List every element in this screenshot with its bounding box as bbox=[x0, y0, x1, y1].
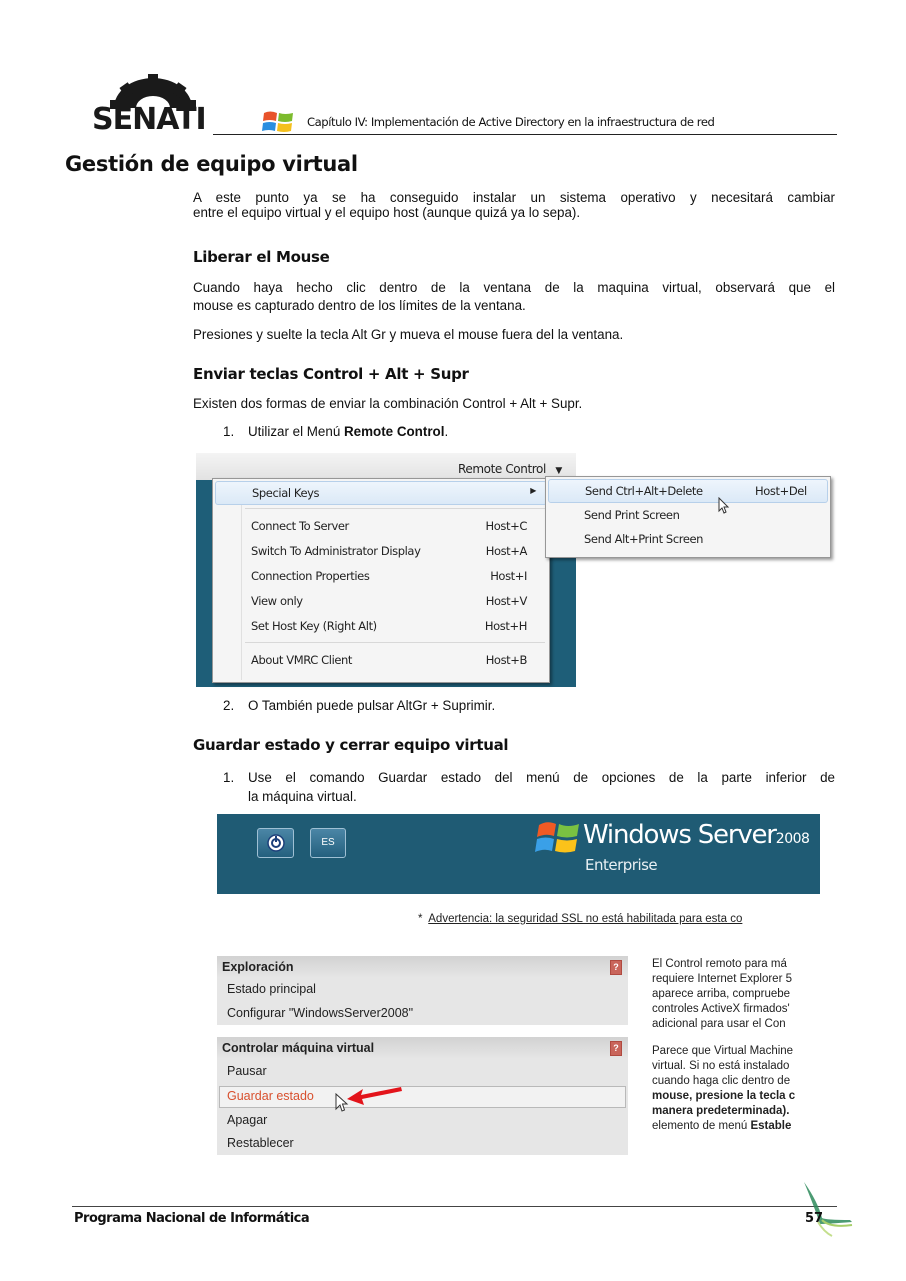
submenu-arrow-icon: ▶ bbox=[530, 486, 536, 495]
step-text: O También puede pulsar AltGr + Suprimir. bbox=[248, 698, 496, 713]
brand-text: Windows Server bbox=[583, 820, 776, 850]
senati-logo bbox=[92, 68, 214, 136]
step-bold: Remote Control bbox=[344, 424, 445, 439]
nav-item-restablecer[interactable]: Restablecer bbox=[227, 1136, 294, 1150]
info-line: Parece que Virtual Machine bbox=[652, 1045, 794, 1057]
mouse-cursor-icon bbox=[718, 497, 730, 515]
dropdown-arrow-icon: ▼ bbox=[555, 466, 562, 476]
menu-bar bbox=[196, 453, 576, 480]
intro-line: entre el equipo virtual y el equipo host (aunque quizá ya lo sepa). bbox=[193, 205, 581, 220]
mouse-paragraph-2: Presiones y suelte la tecla Alt Gr y mueva el mouse fuera del la ventana. bbox=[193, 327, 624, 342]
language-button[interactable]: ES bbox=[310, 828, 346, 858]
submenu-item-label: Send Ctrl+Alt+Delete bbox=[585, 484, 703, 498]
nav-item-estado-principal[interactable]: Estado principal bbox=[227, 982, 316, 996]
nav-section-title: Exploración bbox=[222, 960, 294, 974]
page-number: 57 bbox=[805, 1211, 824, 1226]
menu-item-label: Set Host Key (Right Alt) bbox=[251, 619, 377, 633]
menu-item-switch-admin[interactable] bbox=[215, 540, 547, 562]
special-keys-submenu bbox=[545, 476, 831, 558]
step-end: . bbox=[444, 424, 449, 439]
remote-control-dropdown bbox=[212, 478, 550, 683]
info-text: elemento de menú bbox=[652, 1120, 751, 1132]
info-line: manera predeterminada). bbox=[652, 1105, 790, 1117]
nav-item-pausar[interactable]: Pausar bbox=[227, 1064, 267, 1078]
menu-item-label: Switch To Administrator Display bbox=[251, 544, 421, 558]
nav-control-vm bbox=[217, 1037, 628, 1155]
step-number: 1. bbox=[223, 424, 235, 439]
footer-program: Programa Nacional de Informática bbox=[74, 1211, 310, 1226]
remote-control-screenshot bbox=[196, 453, 807, 687]
submenu-item-print-screen[interactable] bbox=[548, 504, 828, 526]
menu-item-shortcut: Host+H bbox=[484, 619, 527, 633]
menu-item-shortcut: Host+B bbox=[485, 653, 527, 667]
page-title: Gestión de equipo virtual bbox=[65, 152, 358, 176]
menu-item-label: Connect To Server bbox=[251, 519, 349, 533]
windows-server-banner bbox=[217, 814, 820, 894]
nav-item-guardar-estado-box[interactable] bbox=[219, 1086, 626, 1108]
brand-version: 2008 bbox=[775, 831, 810, 847]
brand-edition: Enterprise bbox=[585, 856, 658, 874]
menu-separator bbox=[245, 642, 545, 643]
section-save-title: Guardar estado y cerrar equipo virtual bbox=[193, 736, 509, 754]
remote-control-label: Remote Control bbox=[458, 462, 546, 476]
menu-item-shortcut: Host+A bbox=[485, 544, 527, 558]
submenu-item-label: Send Print Screen bbox=[584, 508, 680, 522]
menu-separator bbox=[245, 508, 545, 509]
power-button[interactable] bbox=[257, 828, 294, 858]
mouse-line: Cuando haya hecho clic dentro de la ventana de la maquina virtual, observará que el bbox=[193, 280, 835, 295]
step-number: 1. bbox=[223, 770, 235, 785]
menu-item-special-keys[interactable] bbox=[215, 481, 547, 505]
nav-section-title: Controlar máquina virtual bbox=[222, 1041, 375, 1055]
vm-info-text bbox=[652, 957, 820, 1134]
step-text: Utilizar el Menú bbox=[248, 424, 344, 439]
save-step-1 bbox=[223, 768, 835, 806]
menu-item-label: Connection Properties bbox=[251, 569, 370, 583]
warning-link[interactable]: Advertencia: la seguridad SSL no está habilitada para esta co bbox=[428, 913, 743, 925]
nav-item-guardar-estado[interactable]: Guardar estado bbox=[227, 1089, 314, 1103]
ssl-warning[interactable] bbox=[418, 913, 820, 925]
keys-step-1 bbox=[223, 424, 823, 439]
help-icon[interactable]: ? bbox=[610, 1041, 622, 1056]
windows-logo-icon bbox=[535, 820, 581, 856]
menu-item-label: View only bbox=[251, 594, 303, 608]
menu-item-label: Special Keys bbox=[252, 486, 320, 500]
menu-item-shortcut: Host+I bbox=[490, 569, 527, 583]
menu-item-shortcut: Host+V bbox=[485, 594, 527, 608]
keys-step-2 bbox=[223, 698, 823, 713]
mouse-line: mouse es capturado dentro de los límites de la ventana. bbox=[193, 298, 526, 313]
section-mouse-title: Liberar el Mouse bbox=[193, 248, 330, 266]
nav-item-configurar[interactable]: Configurar "WindowsServer2008" bbox=[227, 1006, 414, 1020]
menu-item-about[interactable] bbox=[215, 649, 547, 671]
menu-item-connection-properties[interactable] bbox=[215, 565, 547, 587]
footer-swoosh-icon bbox=[760, 1180, 855, 1240]
info-line: El Control remoto para má bbox=[652, 958, 787, 970]
remote-control-menu[interactable] bbox=[458, 462, 562, 476]
step-number: 2. bbox=[223, 698, 235, 713]
info-line: requiere Internet Explorer 5 bbox=[652, 973, 792, 985]
warning-star: * bbox=[418, 913, 423, 925]
nav-section-header bbox=[217, 1037, 628, 1059]
windows-flag-icon bbox=[262, 110, 294, 139]
intro-paragraph bbox=[193, 190, 835, 220]
keys-intro: Existen dos formas de enviar la combinación Control + Alt + Supr. bbox=[193, 396, 583, 411]
brand-name bbox=[583, 820, 809, 850]
nav-section-header bbox=[217, 956, 628, 978]
step-line: Use el comando Guardar estado del menú de opciones de la parte inferior de bbox=[248, 770, 835, 785]
intro-line: A este punto ya se ha conseguido instalar un sistema operativo y necesitará cambiar bbox=[193, 190, 835, 205]
info-line: cuando haga clic dentro de bbox=[652, 1075, 791, 1087]
red-arrow-icon bbox=[345, 1081, 405, 1107]
menu-item-label: About VMRC Client bbox=[251, 653, 353, 667]
section-keys-title: Enviar teclas Control + Alt + Supr bbox=[193, 365, 469, 383]
menu-item-set-host-key[interactable] bbox=[215, 615, 547, 637]
power-icon bbox=[266, 833, 286, 853]
chapter-title: Capítulo IV: Implementación de Active Directory en la infraestructura de red bbox=[307, 115, 715, 129]
nav-exploration bbox=[217, 956, 628, 1025]
info-line bbox=[652, 1119, 820, 1134]
info-line: adicional para usar el Con bbox=[652, 1018, 786, 1030]
info-bold: Estable bbox=[750, 1120, 792, 1132]
mouse-paragraph bbox=[193, 279, 835, 315]
info-line: controles ActiveX firmados' bbox=[652, 1003, 790, 1015]
header-rule bbox=[213, 134, 837, 135]
info-line: mouse, presione la tecla c bbox=[652, 1090, 796, 1102]
footer-rule bbox=[72, 1206, 837, 1207]
menu-item-shortcut: Host+C bbox=[485, 519, 527, 533]
menu-item-connect[interactable] bbox=[215, 515, 547, 537]
submenu-item-ctrl-alt-delete[interactable] bbox=[548, 479, 828, 503]
nav-item-apagar[interactable]: Apagar bbox=[227, 1113, 268, 1127]
info-line: virtual. Si no está instalado bbox=[652, 1060, 790, 1072]
menu-item-view-only[interactable] bbox=[215, 590, 547, 612]
info-line: aparece arriba, compruebe bbox=[652, 988, 791, 1000]
step-line: la máquina virtual. bbox=[248, 789, 357, 804]
logo-text: SENATI bbox=[92, 102, 206, 137]
submenu-item-shortcut: Host+Del bbox=[755, 484, 807, 498]
help-icon[interactable]: ? bbox=[610, 960, 622, 975]
submenu-item-label: Send Alt+Print Screen bbox=[584, 532, 704, 546]
submenu-item-alt-print-screen[interactable] bbox=[548, 528, 828, 550]
